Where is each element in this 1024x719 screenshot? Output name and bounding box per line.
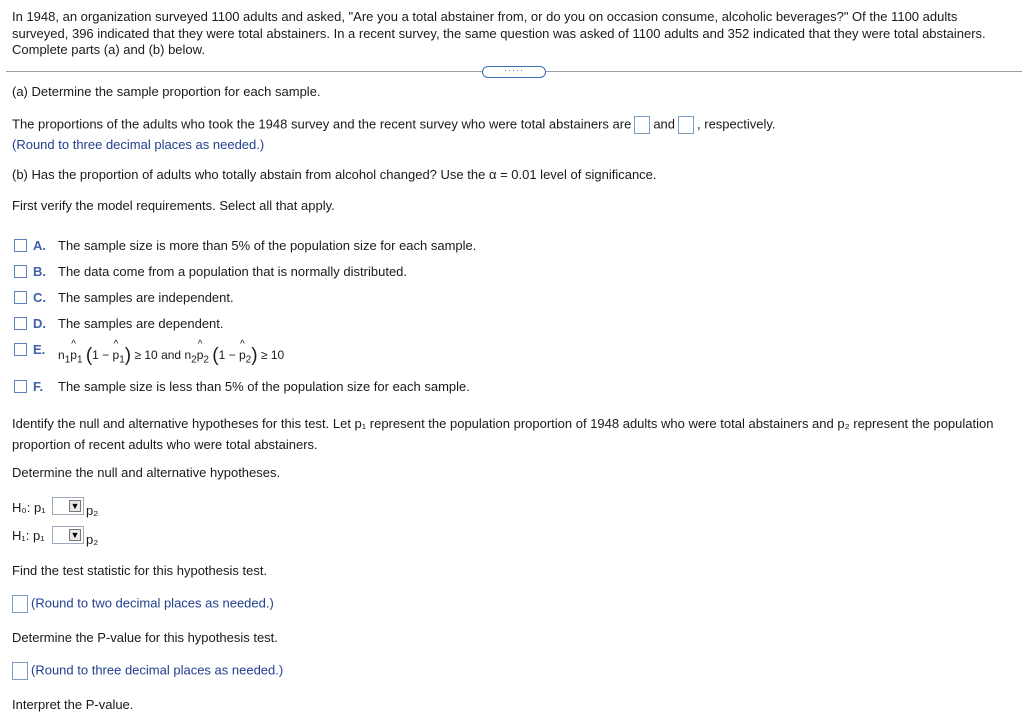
p2-hat-input[interactable]: [678, 116, 694, 134]
pvalue-prompt: Determine the P-value for this hypothesis test.: [12, 630, 278, 645]
h0-label: H₀: p₁: [12, 500, 46, 515]
option-f-checkbox[interactable]: [14, 380, 27, 393]
part-b-heading: (b) Has the proportion of adults who totally abstain from alcohol changed? Use the α = 0.01 level of significance.: [12, 167, 657, 182]
test-stat-prompt: Find the test statistic for this hypothesis test.: [12, 563, 268, 578]
option-e-letter: E.: [33, 342, 46, 357]
triangle-down-icon[interactable]: ▼: [70, 530, 80, 540]
respectively-text: , respectively.: [697, 116, 776, 132]
option-c-text: The samples are independent.: [58, 290, 234, 305]
and-text: and: [653, 116, 676, 132]
expand-more-button[interactable]: ·····: [482, 66, 546, 78]
verify-prompt: First verify the model requirements. Select all that apply.: [12, 198, 335, 213]
option-a-checkbox[interactable]: [14, 239, 27, 252]
round-note-pvalue: (Round to three decimal places as needed.): [31, 662, 284, 678]
option-e-checkbox[interactable]: [14, 343, 27, 356]
determine-hypotheses: Determine the null and alternative hypotheses.: [12, 465, 281, 480]
option-c-checkbox[interactable]: [14, 291, 27, 304]
test-stat-input[interactable]: [12, 595, 28, 613]
problem-intro: In 1948, an organization surveyed 1100 adults and asked, "Are you a total abstainer from, or do you on occasion consume, alcoholic beverages?" Of the 1100 adults surveyed, 396 indicated that they were total abstainers. In a recent survey, the same question was asked of 1100 adults and 352 indicated that they were total abstainers. Complete parts (a) and (b) below.: [12, 9, 986, 57]
option-d-letter: D.: [33, 316, 46, 331]
option-b-checkbox[interactable]: [14, 265, 27, 278]
option-d-text: The samples are dependent.: [58, 316, 224, 331]
test-stat-row: [12, 595, 274, 613]
identify-text: Identify the null and alternative hypotheses for this test. Let p₁ represent the population proportion of 1948 adults who were total abstainers and p₂ represent the population proportion of recent adults who were total abstainers.: [12, 416, 994, 452]
pvalue-row: [12, 662, 283, 680]
option-f-letter: F.: [33, 379, 44, 394]
pvalue-input[interactable]: [12, 662, 28, 680]
round-note-test-stat: (Round to two decimal places as needed.): [31, 595, 274, 611]
h0-p2-label: p₂: [86, 503, 99, 518]
interpret-pvalue: Interpret the P-value.: [12, 697, 134, 712]
h0-operator-select[interactable]: [52, 497, 84, 515]
triangle-down-icon[interactable]: ▼: [70, 501, 80, 511]
option-a-text: The sample size is more than 5% of the population size for each sample.: [58, 238, 477, 253]
option-c-letter: C.: [33, 290, 46, 305]
h1-operator-select[interactable]: [52, 526, 84, 544]
part-a-heading: (a) Determine the sample proportion for each sample.: [12, 84, 321, 99]
option-b-text: The data come from a population that is normally distributed.: [58, 264, 408, 279]
option-b-letter: B.: [33, 264, 46, 279]
h1-label: H₁: p₁: [12, 528, 45, 543]
proportions-sentence: [12, 116, 776, 134]
option-e-formula: $n_1\^{}$ $p_1$ (1 − ^ $p_1) \ge 10$ and $n_2\^{}$ $p_2$ (1 − ^ $p_2) \ge 10$: [58, 345, 284, 367]
option-f-text: The sample size is less than 5% of the population size for each sample.: [58, 379, 470, 394]
option-d-checkbox[interactable]: [14, 317, 27, 330]
option-a-letter: A.: [33, 238, 46, 253]
proportions-text: The proportions of the adults who took the 1948 survey and the recent survey who were total abstainers are: [12, 116, 632, 132]
h1-p2-label: p₂: [86, 532, 99, 547]
p1-hat-input[interactable]: [634, 116, 650, 134]
round-note-a: (Round to three decimal places as needed.): [12, 137, 265, 152]
